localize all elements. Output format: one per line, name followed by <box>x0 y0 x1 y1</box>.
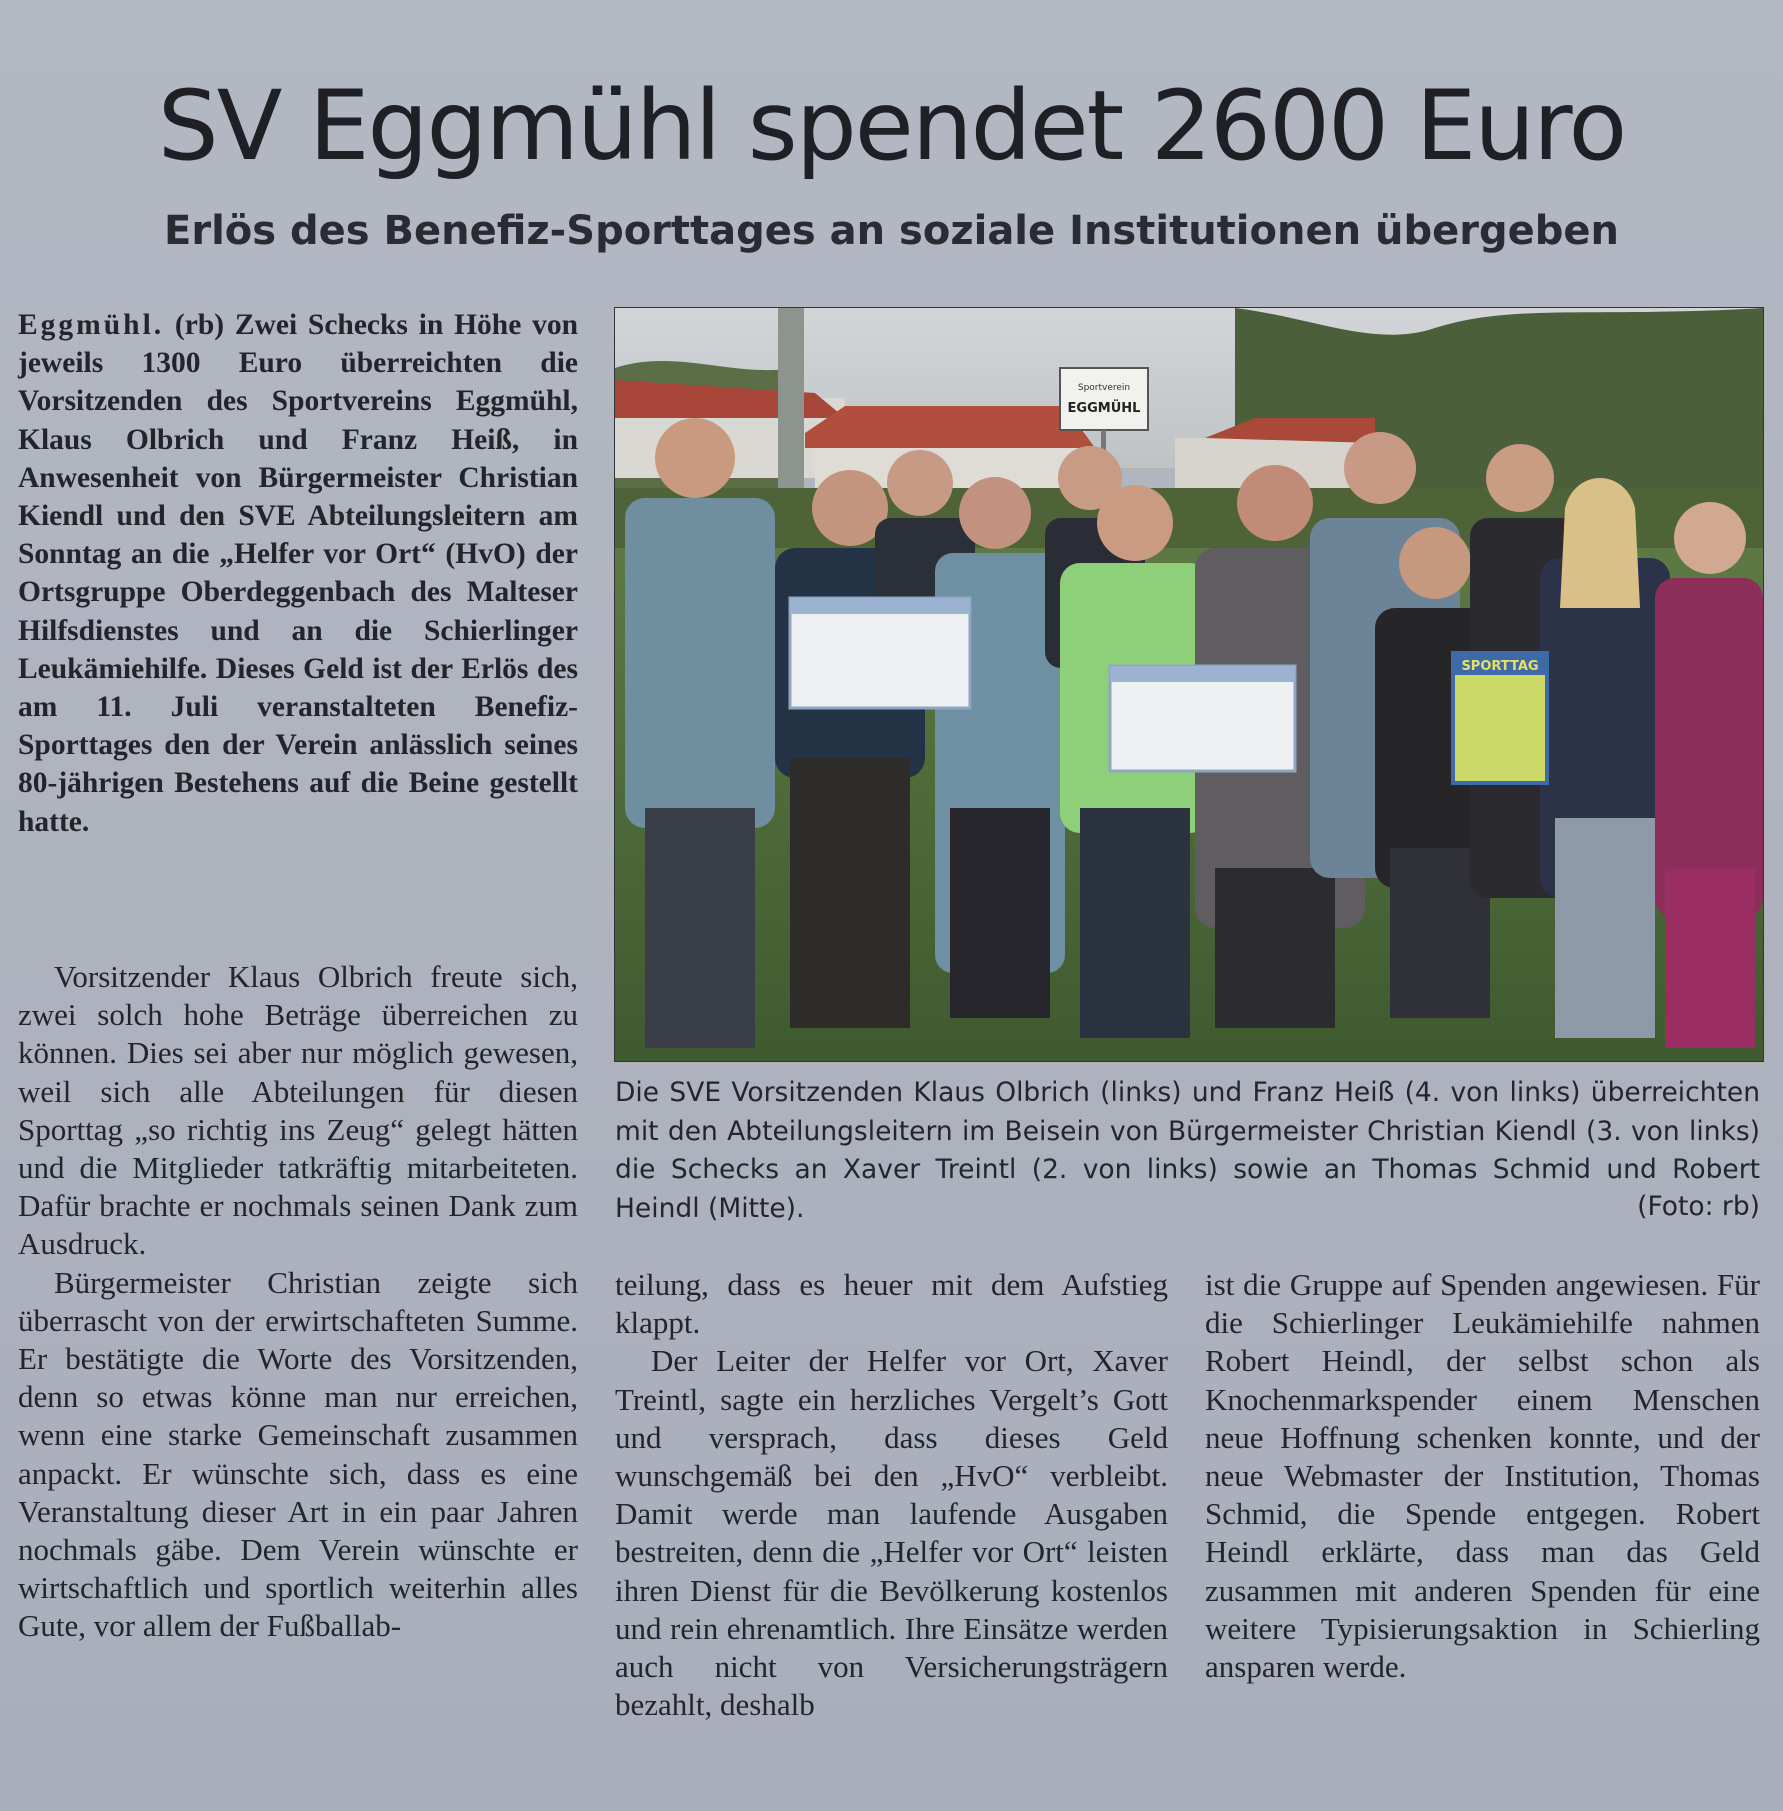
subheadline: Erlös des Benefiz-Sporttages an soziale Institutionen übergeben <box>164 208 1619 254</box>
lead-paragraph <box>18 306 578 841</box>
club-sign <box>1060 368 1148 430</box>
photo-credit: (Foto: rb) <box>1637 1191 1760 1222</box>
check-left <box>790 598 970 708</box>
group-photo-illustration <box>615 308 1763 1061</box>
sign-line-2: EGGMÜHL <box>1067 401 1141 416</box>
article-column-2 <box>615 1266 1168 1724</box>
article-column-3 <box>1205 1266 1760 1686</box>
article-column-1 <box>18 958 578 1646</box>
photo-caption: Die SVE Vorsitzenden Klaus Olbrich (links) und Franz Heiß (4. von links) überreichten mit den Abteilungsleitern im Beisein von Bürgermeister Christian Kiendl (3. von links) die Schecks an Xaver Treintl (2. von links) sowie an Thomas Schmid und Robert Heindl (Mitte). <box>615 1077 1760 1224</box>
paragraph: Der Leiter der Helfer vor Ort, Xaver Treintl, sagte ein herzliches Vergelt’s Gott und versprach, dass dieses Geld wunschgemäß bei den „HvO“ verbleibt. Damit werde man laufende Ausgaben bestreiten, denn die „Helfer vor Ort“ leisten ihren Dienst für die Bevölkerung kostenlos und rein ehrenamtlich. Ihre Einsätze werden auch nicht von Versicherungsträgern bezahlt, deshalb <box>615 1343 1168 1723</box>
lead-text: (rb) Zwei Schecks in Höhe von jeweils 1300 Euro überreichten die Vorsitzenden des Sportvereins Eggmühl, Klaus Olbrich und Franz Heiß, in Anwesenheit von Bürgermeister Christian Kiendl und den SVE Abteilungsleitern am Sonntag an die „Helfer vor Ort“ (HvO) der Ortsgruppe Oberdeggenbach des Malteser Hilfsdienstes und an die Schierlinger Leukämiehilfe. Dieses Geld ist der Erlös des am 11. Juli veranstalteten Benefiz-Sporttages den der Verein anlässlich seines 80-jährigen Bestehens auf die Beine gestellt hatte. <box>18 309 578 838</box>
headline: SV Eggmühl spendet 2600 Euro <box>157 70 1626 182</box>
paragraph: ist die Gruppe auf Spenden angewiesen. Für die Schierlinger Leukämiehilfe nahmen Robert Heindl, der selbst schon als Knochenmarkspender einem Menschen neue Hoffnung schenken konnte, und der neue Webmaster der Institution, Thomas Schmid, die Spende entgegen. Robert Heindl erklärte, dass man das Geld zusammen mit anderen Spenden für eine weitere Typisierungsaktion in Schierling ansparen werde. <box>1205 1267 1760 1685</box>
poster-label: SPORTTAG <box>1461 659 1539 674</box>
sign-line-1: Sportverein <box>1077 383 1131 393</box>
paragraph: Bürgermeister Christian zeigte sich überrascht von der erwirtschafteten Summe. Er bestätigte die Worte des Vorsitzenden, denn so etwas könne man nur erreichen, wenn eine starke Gemeinschaft zusammen anpackt. Er wünschte sich, dass es eine Veranstaltung dieser Art in ein paar Jahren nochmals gäbe. Dem Verein wünschte er wirtschaftlich und sportlich weiterhin alles Gute, vor allem der Fußballab- <box>18 1264 578 1644</box>
roof <box>805 406 1095 448</box>
paragraph: teilung, dass es heuer mit dem Aufstieg klappt. <box>615 1267 1168 1341</box>
paragraph: Vorsitzender Klaus Olbrich freute sich, zwei solch hohe Beträge überreichen zu können. Dies sei aber nur möglich gewesen, weil sich alle Abteilungen für diesen Sporttag „so richtig ins Zeug“ gelegt hätten und die Mitglieder tatkräftig mitarbeiteten. Dafür brachte er nochmals seinen Dank zum Ausdruck. <box>18 959 578 1262</box>
article-photo <box>614 307 1764 1062</box>
dateline: Eggmühl. <box>18 309 165 341</box>
